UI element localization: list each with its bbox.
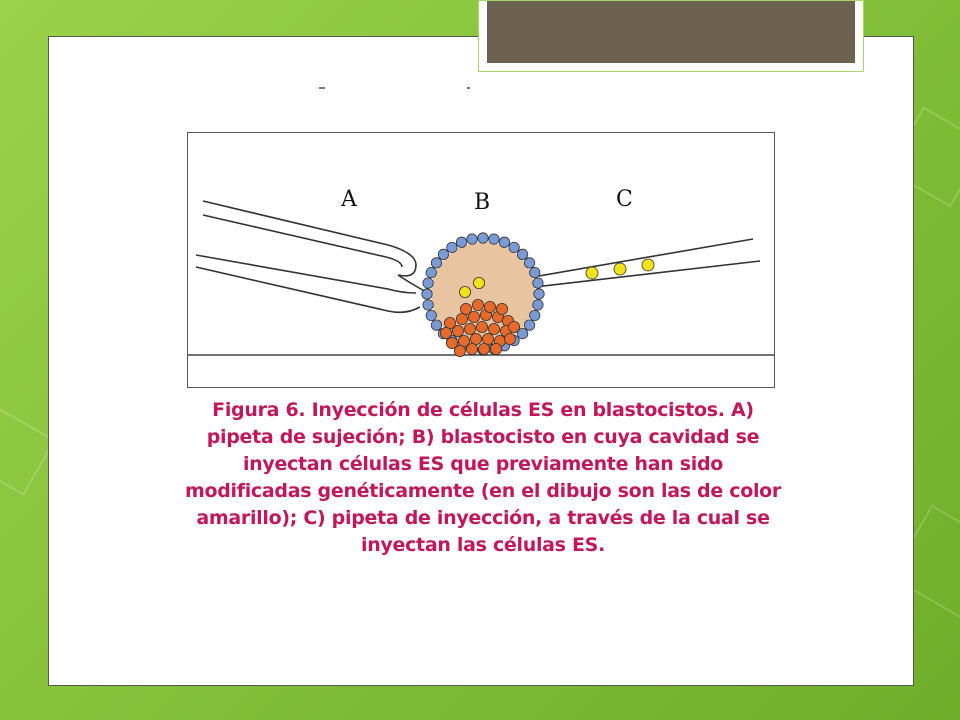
injected-es-cell (459, 286, 470, 297)
inner-cell-mass-cell (482, 333, 493, 344)
caption-line: modificadas genéticamente (en el dibujo son las de color (184, 480, 781, 502)
es-cell-in-pipette (642, 259, 654, 271)
trophoblast-cell (533, 300, 543, 310)
inner-cell-mass-cell (470, 333, 481, 344)
caption-line: amarillo); C) pipeta de inyección, a través de la cual se (196, 507, 770, 529)
cropped-text-fragment (319, 87, 325, 89)
title-placeholder-fill (487, 1, 855, 63)
caption-line: pipeta de sujeción; B) blastocisto en cuya cavidad se (206, 426, 760, 448)
figure-diagram (187, 132, 775, 388)
inner-cell-mass-cell (454, 345, 465, 356)
trophoblast-cell (426, 267, 436, 277)
es-cell-in-pipette (586, 267, 598, 279)
microinjection-diagram (188, 133, 774, 387)
caption-line: inyectan células ES que previamente han sido (242, 453, 724, 475)
inner-cell-mass-cell (476, 321, 487, 332)
inner-cell-mass-cell (496, 303, 507, 314)
trophoblast-cell (533, 278, 543, 288)
trophoblast-cell (467, 234, 477, 244)
trophoblast-cell (431, 258, 441, 268)
trophoblast-cell (499, 237, 509, 247)
inner-cell-mass-cell (466, 343, 477, 354)
es-cell-in-pipette (614, 263, 626, 275)
inner-cell-mass-cell (440, 327, 451, 338)
caption-line: inyectan las células ES. (360, 534, 605, 556)
trophoblast-cell (489, 234, 499, 244)
trophoblast-cell (524, 258, 534, 268)
title-placeholder-tab (478, 0, 864, 72)
trophoblast-cell (530, 267, 540, 277)
trophoblast-cell (423, 278, 433, 288)
inner-cell-mass-cell (484, 301, 495, 312)
injected-es-cell (473, 277, 484, 288)
trophoblast-cell (517, 249, 527, 259)
trophoblast-cell (426, 310, 436, 320)
caption-line: Figura 6. Inyección de células ES en blastocistos. A) (212, 399, 754, 421)
trophoblast-cell (423, 300, 433, 310)
holding-pipette (196, 201, 428, 312)
trophoblast-cell (478, 233, 488, 243)
trophoblast-cell (509, 242, 519, 252)
inner-cell-mass-cell (452, 325, 463, 336)
inner-cell-mass-cell (464, 323, 475, 334)
slide-content-area (48, 36, 914, 686)
trophoblast-cell (456, 237, 466, 247)
inner-cell-mass-cell (504, 333, 515, 344)
inner-cell-mass-cell (508, 321, 519, 332)
label-c: C (616, 187, 633, 212)
trophoblast-cell (447, 242, 457, 252)
inner-cell-mass-cell (488, 323, 499, 334)
trophoblast-cell (524, 320, 534, 330)
label-a: A (341, 187, 357, 212)
trophoblast-cell (530, 310, 540, 320)
blastocyst (422, 233, 544, 357)
trophoblast-cell (534, 289, 544, 299)
cropped-text-fragment (467, 87, 470, 89)
trophoblast-cell (422, 289, 432, 299)
inner-cell-mass-cell (490, 343, 501, 354)
figure-caption (177, 397, 789, 559)
trophoblast-cell (438, 249, 448, 259)
inner-cell-mass-cell (472, 299, 483, 310)
label-b: B (474, 190, 491, 215)
inner-cell-mass-cell (456, 313, 467, 324)
trophoblast-cell (431, 320, 441, 330)
inner-cell-mass-cell (478, 343, 489, 354)
inner-cell-mass-cell (460, 303, 471, 314)
